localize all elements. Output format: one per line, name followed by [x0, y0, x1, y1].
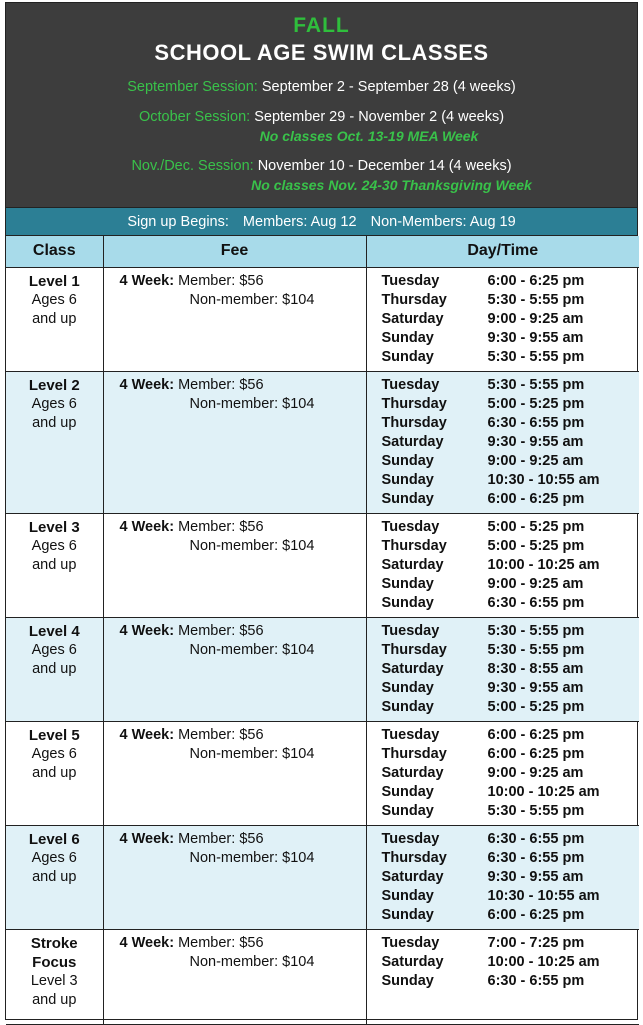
- session-dates: November 10 - December 14 (4 weeks): [257, 158, 512, 174]
- schedule-time: 6:30 - 6:55 pm: [487, 594, 585, 611]
- fee-member: Member: $56: [178, 830, 264, 847]
- class-name: Level 6: [28, 830, 80, 848]
- schedule-day: Sunday: [381, 348, 434, 365]
- schedule-time: 5:30 - 5:55 pm: [487, 641, 585, 658]
- class-ages: and up: [32, 764, 77, 781]
- fee-nonmember: Non-member: $104: [189, 745, 315, 762]
- daytime-cell: [366, 617, 639, 721]
- schedule-day: Sunday: [381, 972, 434, 989]
- schedule-time: 10:00 - 10:25 am: [487, 556, 600, 573]
- schedule-entry: [382, 518, 640, 537]
- class-ages: and up: [32, 991, 77, 1008]
- schedule-day: Thursday: [381, 291, 447, 308]
- schedule-day: Tuesday: [381, 376, 440, 393]
- schedule-day: Sunday: [381, 802, 434, 819]
- schedule-entry: [382, 452, 640, 471]
- schedule-entry: [382, 934, 640, 953]
- schedule-time: 6:30 - 6:55 pm: [487, 830, 585, 847]
- schedule-day: Thursday: [381, 414, 447, 431]
- schedule-day: Sunday: [381, 679, 434, 696]
- schedule-day: Saturday: [381, 556, 444, 573]
- schedule-day: Sunday: [381, 594, 434, 611]
- schedule-entry: [382, 745, 640, 764]
- class-ages: Ages 6: [31, 641, 77, 658]
- class-ages: Ages 6: [31, 537, 77, 554]
- schedule-entry: [382, 849, 640, 868]
- schedule-entry: [382, 556, 640, 575]
- session-dates: September 29 - November 2 (4 weeks): [254, 109, 505, 125]
- schedule-entry: [382, 764, 640, 783]
- schedule-day: Thursday: [381, 641, 447, 658]
- fee-nonmember: Non-member: $104: [189, 849, 315, 866]
- schedule-entry: [382, 537, 640, 556]
- class-name: Focus: [32, 953, 77, 971]
- schedule-entry: [382, 575, 640, 594]
- schedule-time: 5:00 - 5:25 pm: [487, 537, 585, 554]
- schedule-day: Saturday: [381, 660, 444, 677]
- schedule-time: 6:00 - 6:25 pm: [487, 726, 585, 743]
- signup-label: Sign up Begins:: [127, 214, 229, 230]
- schedule-day: Tuesday: [381, 272, 440, 289]
- schedule-day: Thursday: [381, 395, 447, 412]
- daytime-cell: [366, 371, 639, 513]
- schedule-time: 9:00 - 9:25 am: [487, 764, 584, 781]
- schedule-day: Sunday: [381, 887, 434, 904]
- fee-cell: [103, 929, 366, 1024]
- fee-member: Member: $56: [178, 622, 264, 639]
- signup-members: Members: Aug 12: [242, 214, 357, 230]
- session-note: No classes Nov. 24-30 Thanksgiving Week: [251, 177, 532, 193]
- schedule-day: Tuesday: [381, 622, 440, 639]
- schedule-day: Sunday: [381, 575, 434, 592]
- schedule-entry: [382, 329, 640, 348]
- schedule-entry: [382, 376, 640, 395]
- schedule-time: 6:30 - 6:55 pm: [487, 414, 585, 431]
- schedule-time: 5:00 - 5:25 pm: [487, 395, 585, 412]
- schedule-time: 5:00 - 5:25 pm: [487, 518, 585, 535]
- table-header-row: [6, 236, 639, 267]
- class-ages: Ages 6: [31, 745, 77, 762]
- fee-cell: [103, 825, 366, 929]
- schedule-entry: [382, 310, 640, 329]
- fee-nonmember: Non-member: $104: [189, 641, 315, 658]
- season-title: FALL: [293, 14, 350, 37]
- schedule-entry: [382, 490, 640, 509]
- schedule-entry: [382, 953, 640, 972]
- schedule-day: Saturday: [381, 868, 444, 885]
- schedule-entry: [382, 887, 640, 906]
- fee-duration: 4 Week:: [119, 830, 175, 847]
- class-ages: Ages 6: [31, 291, 77, 308]
- fee-duration: 4 Week:: [119, 518, 175, 535]
- fee-member: Member: $56: [178, 934, 264, 951]
- class-name: Level 5: [28, 726, 80, 744]
- schedule-time: 8:30 - 8:55 am: [487, 660, 584, 677]
- class-cell: [6, 371, 103, 513]
- schedule-time: 6:30 - 6:55 pm: [487, 972, 585, 989]
- fee-duration: 4 Week:: [119, 934, 175, 951]
- fee-member: Member: $56: [178, 272, 264, 289]
- schedule-day: Thursday: [381, 745, 447, 762]
- schedule-entry: [382, 348, 640, 367]
- schedule-entry: [382, 972, 640, 991]
- schedule-time: 9:30 - 9:55 am: [487, 329, 584, 346]
- schedule-time: 10:00 - 10:25 am: [487, 953, 600, 970]
- schedule-time: 5:30 - 5:55 pm: [487, 802, 585, 819]
- daytime-cell: [366, 825, 639, 929]
- class-cell: [6, 929, 103, 1024]
- schedule-time: 5:30 - 5:55 pm: [487, 348, 585, 365]
- table-row: [6, 825, 639, 929]
- fee-cell: [103, 267, 366, 371]
- column-header-daytime: Day/Time: [366, 236, 639, 267]
- class-name: Level 2: [28, 376, 80, 394]
- schedule-entry: [382, 868, 640, 887]
- table-row: [6, 617, 639, 721]
- column-header-fee: Fee: [103, 236, 366, 267]
- class-ages: Level 3: [30, 972, 78, 989]
- schedule-time: 6:00 - 6:25 pm: [487, 272, 585, 289]
- schedule-day: Tuesday: [381, 726, 440, 743]
- fee-duration: 4 Week:: [119, 376, 175, 393]
- class-cell: [6, 825, 103, 929]
- schedule-day: Saturday: [381, 953, 444, 970]
- fee-member: Member: $56: [178, 376, 264, 393]
- fee-duration: 4 Week:: [119, 726, 175, 743]
- class-ages: Ages 6: [31, 849, 77, 866]
- schedule-time: 6:00 - 6:25 pm: [487, 490, 585, 507]
- schedule-time: 9:30 - 9:55 am: [487, 433, 584, 450]
- schedule-day: Sunday: [381, 906, 434, 923]
- session-novdec: [6, 157, 637, 195]
- session-october: [6, 108, 637, 146]
- daytime-cell: [366, 513, 639, 617]
- schedule-day: Sunday: [381, 698, 434, 715]
- schedule-time: 9:30 - 9:55 am: [487, 679, 584, 696]
- signup-nonmembers: Non-Members: Aug 19: [370, 214, 516, 230]
- schedule-day: Sunday: [381, 783, 434, 800]
- schedule-time: 10:30 - 10:55 am: [487, 887, 600, 904]
- fee-cell: [103, 721, 366, 825]
- session-september: [6, 78, 637, 97]
- fee-cell: [103, 617, 366, 721]
- column-header-class: Class: [6, 236, 103, 267]
- schedule-entry: [382, 660, 640, 679]
- schedule-time: 9:30 - 9:55 am: [487, 868, 584, 885]
- schedule-day: Saturday: [381, 310, 444, 327]
- fee-cell: [103, 513, 366, 617]
- schedule-day: Saturday: [381, 433, 444, 450]
- fee-nonmember: Non-member: $104: [189, 291, 315, 308]
- schedule-day: Sunday: [381, 452, 434, 469]
- schedule-day: Saturday: [381, 764, 444, 781]
- session-label: September Session:: [127, 79, 258, 95]
- schedule-time: 6:00 - 6:25 pm: [487, 906, 585, 923]
- schedule-day: Tuesday: [381, 518, 440, 535]
- swim-classes-flyer: [5, 2, 638, 1020]
- daytime-cell: [366, 929, 639, 1024]
- class-ages: and up: [32, 868, 77, 885]
- daytime-cell: [366, 721, 639, 825]
- schedule-day: Sunday: [381, 329, 434, 346]
- fee-nonmember: Non-member: $104: [189, 953, 315, 970]
- schedule-day: Sunday: [381, 471, 434, 488]
- schedule-entry: [382, 433, 640, 452]
- schedule-time: 5:00 - 5:25 pm: [487, 698, 585, 715]
- schedule-entry: [382, 622, 640, 641]
- fee-nonmember: Non-member: $104: [189, 537, 315, 554]
- schedule-time: 9:00 - 9:25 am: [487, 575, 584, 592]
- class-schedule-table: [6, 236, 639, 1025]
- schedule-day: Thursday: [381, 537, 447, 554]
- class-ages: and up: [32, 660, 77, 677]
- table-row: [6, 721, 639, 825]
- fee-duration: 4 Week:: [119, 272, 175, 289]
- fee-nonmember: Non-member: $104: [189, 395, 315, 412]
- class-ages: and up: [32, 414, 77, 431]
- class-cell: [6, 617, 103, 721]
- schedule-time: 9:00 - 9:25 am: [487, 310, 584, 327]
- schedule-time: 9:00 - 9:25 am: [487, 452, 584, 469]
- session-dates: September 2 - September 28 (4 weeks): [261, 79, 516, 95]
- fee-cell: [103, 371, 366, 513]
- schedule-entry: [382, 414, 640, 433]
- schedule-day: Tuesday: [381, 830, 440, 847]
- schedule-time: 5:30 - 5:55 pm: [487, 376, 585, 393]
- class-ages: and up: [32, 310, 77, 327]
- schedule-day: Tuesday: [381, 934, 440, 951]
- schedule-time: 6:30 - 6:55 pm: [487, 849, 585, 866]
- schedule-day: Sunday: [381, 490, 434, 507]
- fee-duration: 4 Week:: [119, 622, 175, 639]
- schedule-entry: [382, 802, 640, 821]
- schedule-entry: [382, 594, 640, 613]
- session-label: October Session:: [138, 109, 251, 125]
- daytime-cell: [366, 267, 639, 371]
- class-name: Level 3: [28, 518, 80, 536]
- session-label: Nov./Dec. Session:: [131, 158, 254, 174]
- schedule-entry: [382, 830, 640, 849]
- class-ages: and up: [32, 556, 77, 573]
- class-cell: [6, 513, 103, 617]
- schedule-time: 5:30 - 5:55 pm: [487, 291, 585, 308]
- schedule-entry: [382, 726, 640, 745]
- schedule-entry: [382, 291, 640, 310]
- schedule-entry: [382, 471, 640, 490]
- class-name: Level 1: [28, 272, 80, 290]
- class-name: Stroke: [30, 934, 78, 952]
- session-note: No classes Oct. 13-19 MEA Week: [259, 128, 479, 144]
- schedule-time: 5:30 - 5:55 pm: [487, 622, 585, 639]
- schedule-time: 10:30 - 10:55 am: [487, 471, 600, 488]
- schedule-entry: [382, 272, 640, 291]
- class-cell: [6, 267, 103, 371]
- fee-member: Member: $56: [178, 518, 264, 535]
- schedule-entry: [382, 698, 640, 717]
- table-row: [6, 513, 639, 617]
- schedule-time: 7:00 - 7:25 pm: [487, 934, 585, 951]
- table-row: [6, 267, 639, 371]
- table-row: [6, 371, 639, 513]
- schedule-entry: [382, 906, 640, 925]
- schedule-entry: [382, 395, 640, 414]
- class-name: Level 4: [28, 622, 80, 640]
- schedule-entry: [382, 641, 640, 660]
- schedule-time: 6:00 - 6:25 pm: [487, 745, 585, 762]
- schedule-entry: [382, 783, 640, 802]
- class-cell: [6, 721, 103, 825]
- schedule-entry: [382, 679, 640, 698]
- fee-member: Member: $56: [178, 726, 264, 743]
- flyer-header: [6, 3, 637, 207]
- signup-banner: [6, 207, 637, 236]
- class-ages: Ages 6: [31, 395, 77, 412]
- table-row: [6, 929, 639, 1024]
- schedule-time: 10:00 - 10:25 am: [487, 783, 600, 800]
- schedule-day: Thursday: [381, 849, 447, 866]
- page-title: SCHOOL AGE SWIM CLASSES: [154, 40, 489, 65]
